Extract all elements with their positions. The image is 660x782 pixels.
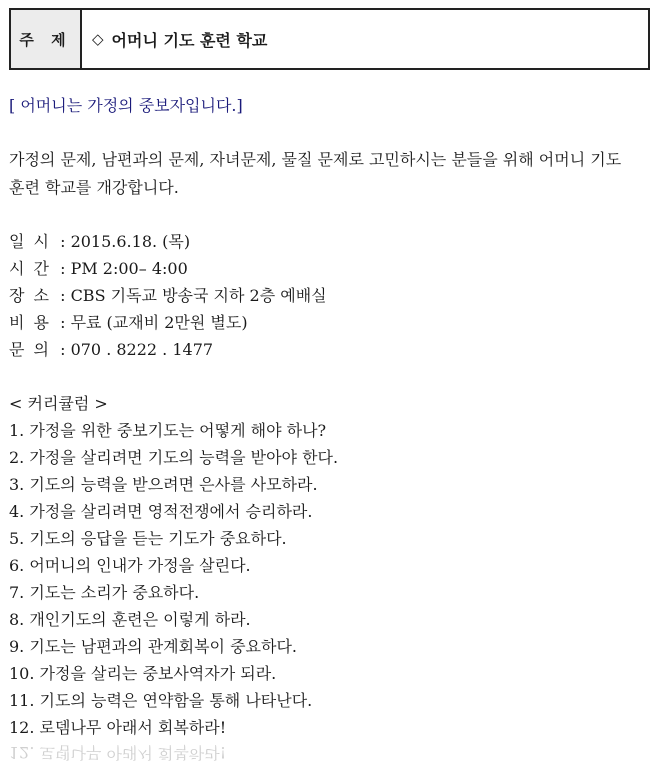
info-row-place: 장 소 : CBS 기독교 방송국 지하 2층 예배실: [9, 286, 327, 305]
topic-table: [9, 8, 650, 70]
intro-line-2: 훈련 학교를 개강합니다.: [9, 178, 179, 197]
curriculum-item: 2. 가정을 살리려면 기도의 능력을 받아야 한다.: [9, 448, 339, 467]
curriculum-item: 4. 가정을 살리려면 영적전쟁에서 승리하라.: [9, 502, 313, 521]
curriculum-item: 6. 어머니의 인내가 가정을 살린다.: [9, 556, 251, 575]
info-value: 2015.6.18. (목): [70, 232, 191, 251]
diamond-icon: ◇: [92, 30, 104, 48]
curriculum-item: 1. 가정을 위한 중보기도는 어떻게 해야 하나?: [9, 421, 327, 440]
curriculum-heading: < 커리큘럼 >: [9, 394, 108, 413]
curriculum-item: 5. 기도의 응답을 듣는 기도가 중요하다.: [9, 529, 287, 548]
curriculum-item: 10. 가정을 살리는 중보사역자가 되라.: [9, 664, 277, 683]
topic-title-cell: [82, 10, 648, 68]
info-key: 시 간: [9, 259, 51, 278]
info-key: 비 용: [9, 313, 51, 332]
info-row-date: 일 시 : 2015.6.18. (목): [9, 232, 191, 251]
info-key: 일 시: [9, 232, 51, 251]
info-key: 장 소: [9, 286, 51, 305]
info-value: 070 . 8222 . 1477: [70, 340, 214, 359]
info-key: 문 의: [9, 340, 51, 359]
curriculum-item: 3. 기도의 능력을 받으려면 은사를 사모하라.: [9, 475, 318, 494]
intro-line-1: 가정의 문제, 남편과의 문제, 자녀문제, 물질 문제로 고민하시는 분들을 위해 어머니 기도: [9, 150, 622, 169]
mirrored-reflection: 12. 로뎀나무 아래서 회복하라!: [9, 743, 227, 762]
curriculum-item: 9. 기도는 남편과의 관계회복이 중요하다.: [9, 637, 297, 656]
curriculum-item: 11. 기도의 능력은 연약함을 통해 나타난다.: [9, 691, 313, 710]
curriculum-item: 12. 로뎀나무 아래서 회복하라!: [9, 718, 227, 737]
info-value: CBS 기독교 방송국 지하 2층 예배실: [70, 286, 327, 305]
topic-label: 주 제: [11, 10, 82, 68]
curriculum-item: 7. 기도는 소리가 중요하다.: [9, 583, 200, 602]
info-row-time: 시 간 : PM 2:00– 4:00: [9, 259, 188, 278]
info-value: 무료 (교재비 2만원 별도): [70, 313, 248, 332]
topic-title: 어머니 기도 훈련 학교: [111, 30, 268, 50]
info-row-contact: 문 의 : 070 . 8222 . 1477: [9, 340, 214, 359]
curriculum-item: 8. 개인기도의 훈련은 이렇게 하라.: [9, 610, 251, 629]
info-value: PM 2:00– 4:00: [70, 259, 188, 278]
info-row-cost: 비 용 : 무료 (교재비 2만원 별도): [9, 313, 248, 332]
tagline: [ 어머니는 가정의 중보자입니다.]: [9, 96, 243, 115]
